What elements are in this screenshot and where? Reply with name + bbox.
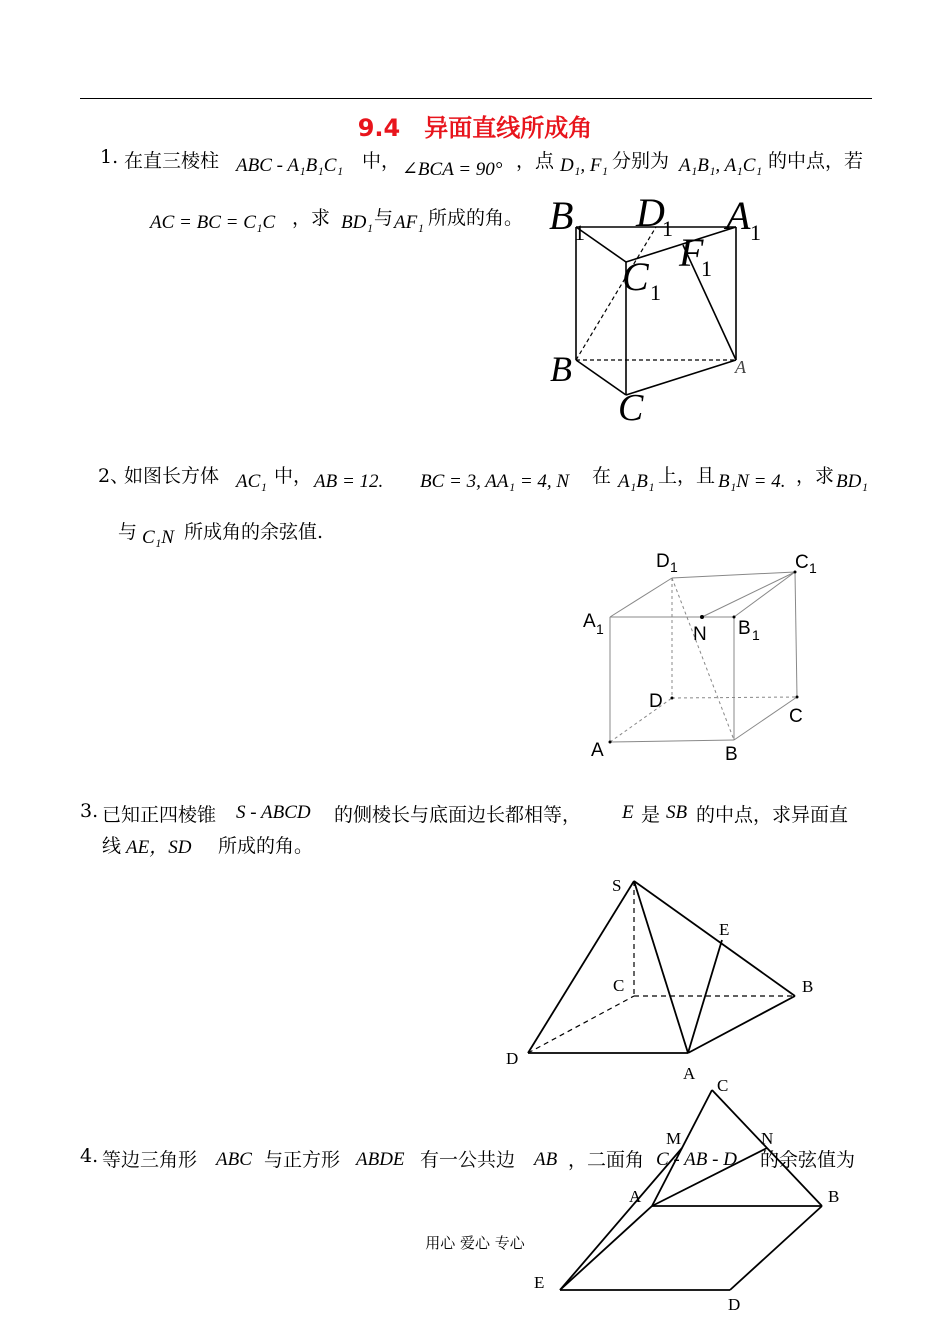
math-expr: AF₁ [394, 212, 424, 233]
problem-text: 与 [118, 521, 138, 543]
problem-text: 在 [592, 465, 612, 487]
problem-text: 的中点，若 [768, 150, 864, 172]
label-a1: A [726, 193, 751, 238]
problem-text: ，求 [292, 207, 331, 229]
math-expr: SB [666, 802, 688, 823]
math-expr: ABDE [356, 1149, 405, 1170]
math-expr: ABC [216, 1149, 252, 1170]
problem-text: 中， [362, 150, 401, 172]
problem-text: 分别为 [612, 150, 670, 172]
math-expr: ABC - A₁B₁C₁ [236, 155, 344, 176]
label-f1-sub: 1 [701, 256, 712, 281]
label-b1-sub: 1 [574, 220, 585, 245]
problem-text: 与正方形 [264, 1149, 341, 1171]
label-a: A [683, 1064, 696, 1083]
problem-text: 的余弦值为 [760, 1149, 856, 1171]
math-expr: E [622, 802, 634, 823]
label-b: B [725, 744, 738, 765]
math-expr: BC = 3, AA₁ = 4, N [420, 471, 570, 492]
problem-text: 所成角的余弦值. [184, 521, 324, 543]
problem-text: 有一公共边 [420, 1149, 516, 1171]
label-b: B [550, 349, 572, 389]
label-d: D [728, 1295, 741, 1314]
problem-text: 是 [641, 804, 661, 826]
math-expr: AB [534, 1149, 558, 1170]
math-expr: BD₁ [836, 471, 868, 492]
label-b1: B [738, 618, 751, 639]
problem-text: 所成的角。 [218, 835, 314, 857]
label-a: A [735, 357, 746, 377]
label-b: B [828, 1187, 840, 1206]
problem-text: 如图长方体 [124, 465, 220, 487]
problem-text: ，二面角 [568, 1149, 645, 1171]
math-expr: C - AB - D [656, 1149, 737, 1170]
label-b1: B [549, 193, 574, 238]
label-c: C [717, 1076, 729, 1095]
math-expr: A₁B₁, A₁C₁ [679, 155, 763, 176]
label-n: N [761, 1129, 774, 1148]
math-expr: C₁N [142, 527, 174, 548]
problem-text: ，点 [516, 150, 555, 172]
math-expr: AC₁ [236, 471, 267, 492]
label-a: A [591, 740, 604, 761]
problem-text: 已知正四棱锥 [102, 804, 217, 826]
label-c: C [618, 387, 644, 429]
problem-text: 的侧棱长与底面边长都相等， [334, 804, 582, 826]
label-f1: F [679, 230, 704, 275]
label-b: B [802, 977, 814, 996]
label-a1-sub: 1 [750, 220, 761, 245]
label-d: D [506, 1049, 519, 1068]
problem-text: 与 [374, 207, 394, 229]
math-expr: AC = BC = C₁C [150, 212, 276, 233]
math-expr: S - ABCD [236, 802, 311, 823]
label-c1: C [795, 552, 809, 573]
label-c1-sub: 1 [809, 560, 817, 576]
segment-an [652, 1148, 767, 1206]
problem-number: 3. [80, 800, 99, 822]
label-c1: C [622, 254, 649, 299]
label-c1-sub: 1 [650, 280, 661, 305]
label-n: N [693, 624, 707, 645]
problem-text: 线 [102, 835, 122, 857]
label-e: E [534, 1273, 545, 1292]
math-expr: A₁B₁ [618, 471, 655, 492]
label-d1: D [636, 190, 665, 235]
label-d1-sub: 1 [662, 216, 673, 241]
segment-em [560, 1148, 682, 1290]
problem-text: 的中点，求异面直 [696, 804, 849, 826]
label-c: C [789, 706, 803, 727]
problem-text: 上，且 [658, 465, 716, 487]
problem-number: 1. [100, 146, 119, 168]
label-a1-sub: 1 [596, 621, 604, 637]
math-expr: AE，SD [126, 837, 192, 858]
problem-number: 4. [80, 1145, 99, 1167]
label-m: M [666, 1129, 682, 1148]
label-d1: D [656, 551, 670, 572]
math-expr: B₁N = 4. [718, 471, 786, 492]
problem-text: ，求 [796, 465, 835, 487]
label-d: D [649, 691, 663, 712]
label-c: C [613, 976, 625, 995]
label-d1-sub: 1 [670, 559, 678, 575]
math-expr: AB = 12. [314, 471, 384, 492]
problem-number: 2、 [98, 465, 130, 487]
math-expr: ∠BCA = 90° [402, 159, 503, 180]
page-title: 9.4 异面直线所成角 [357, 114, 593, 142]
label-a1: A [583, 611, 596, 632]
label-s: S [612, 876, 622, 895]
math-expr: BD₁ [341, 212, 373, 233]
label-a: A [629, 1187, 642, 1206]
problem-text: 中， [274, 465, 313, 487]
label-b1-sub: 1 [752, 627, 760, 643]
problem-text: 等边三角形 [102, 1149, 198, 1171]
problem-text: 所成的角。 [428, 207, 524, 229]
label-e: E [719, 920, 730, 939]
problem-text: 在直三棱柱 [124, 150, 220, 172]
page-footer: 用心 爱心 专心 [425, 1234, 525, 1252]
math-expr: D₁, F₁ [560, 155, 609, 176]
